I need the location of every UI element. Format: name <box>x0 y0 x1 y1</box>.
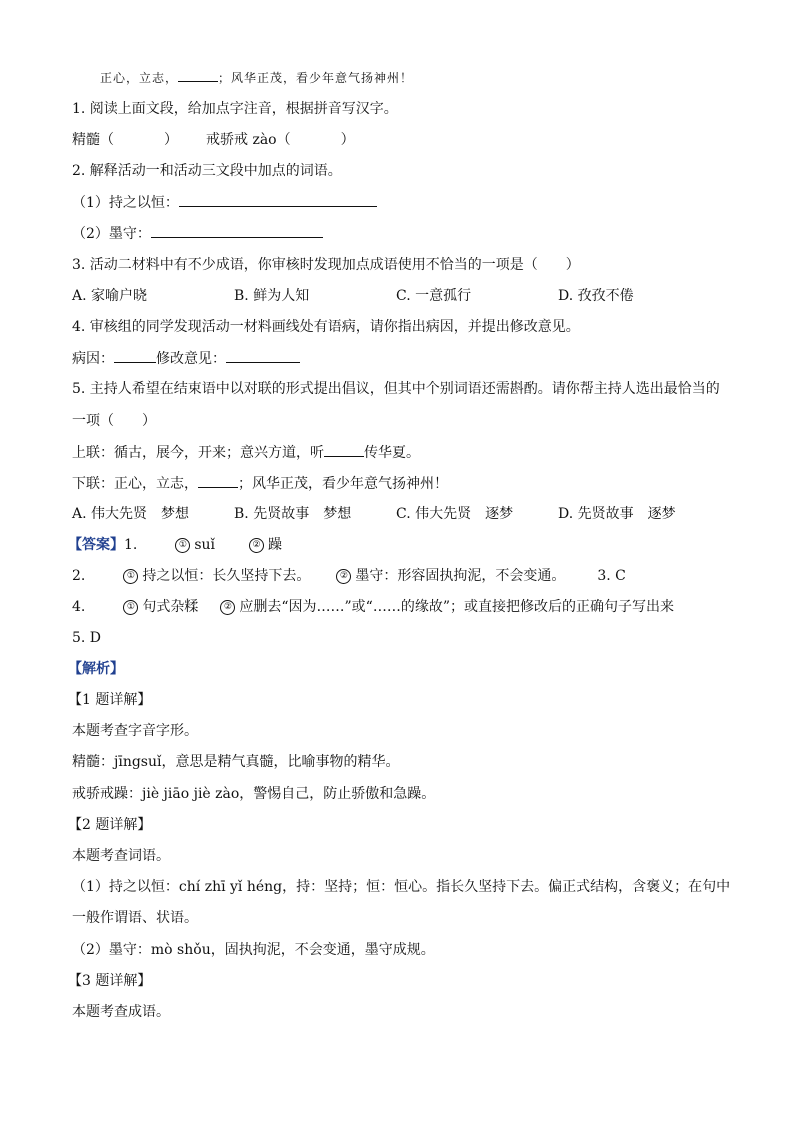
detail-2-line: 一般作谓语、状语。 <box>72 910 198 926</box>
answer-blank <box>324 442 364 457</box>
analysis-label: 【解析】 <box>68 661 124 677</box>
question-5-cont: 一项（ ） <box>72 413 156 429</box>
detail-2-line: （1）持之以恒：chí zhī yǐ héng，持：坚持；恒：恒心。指长久坚持下去。偏正式结构，含褒义；在句中 <box>72 879 731 895</box>
option-c: C. 伟大先贤 逐梦 <box>396 506 514 522</box>
option-b: B. 鲜为人知 <box>234 288 310 304</box>
detail-2-line: 本题考查词语。 <box>72 848 170 864</box>
option-d: D. 先贤故事 逐梦 <box>558 506 676 522</box>
detail-1-line: 精髓：jīngsuǐ，意思是精气真髓，比喻事物的精华。 <box>72 754 400 770</box>
detail-1-line: 戒骄戒躁：jiè jiāo jiè zào，警惕自己，防止骄傲和急躁。 <box>72 786 436 802</box>
answer-row-2: 2. ① 持之以恒：长久坚持下去。 ② 墨守：形容固执拘泥，不会变通。 3. C <box>72 568 626 584</box>
option-a: A. 家喻户晓 <box>72 288 148 304</box>
answer-row-5: 5. D <box>72 630 102 646</box>
question-3-options <box>72 286 634 306</box>
detail-2-heading: 【2 题详解】 <box>68 817 152 833</box>
answer-blank <box>151 223 323 238</box>
question-1: 1. 阅读上面文段，给加点字注音，根据拼音写汉字。 <box>72 101 398 117</box>
detail-2-line: （2）墨守：mò shǒu，固执拘泥，不会变通，墨守成规。 <box>72 942 435 958</box>
answer-row-4: 4. ① 句式杂糅 ② 应删去“因为……”或“……的缘故”；或直接把修改后的正确句子写出来 <box>72 599 674 615</box>
option-d: D. 孜孜不倦 <box>558 288 634 304</box>
question-4: 4. 审核组的同学发现活动一材料画线处有语病，请你指出病因，并提出修改意见。 <box>72 319 580 335</box>
answer-label: 【答案】 <box>68 537 124 553</box>
lower-couplet: 下联：正心，立志， ；风华正茂，看少年意气扬神州！ <box>72 473 448 494</box>
question-5: 5. 主持人希望在结束语中以对联的形式提出倡议，但其中个别词语还需斟酌。请你帮主持人选出最恰当的 <box>72 381 720 397</box>
answer-blank <box>226 348 300 363</box>
question-2: 2. 解释活动一和活动三文段中加点的词语。 <box>72 163 342 179</box>
question-3: 3. 活动二材料中有不少成语，你审核时发现加点成语使用不恰当的一项是（ ） <box>72 257 580 273</box>
answer-blank <box>179 192 377 207</box>
option-b: B. 先贤故事 梦想 <box>234 506 352 522</box>
answer-row-1: 【答案】1. ① suǐ ② 躁 <box>68 537 283 553</box>
answer-blank <box>114 348 156 363</box>
question-4-blanks: 病因： 修改意见： <box>72 348 300 369</box>
detail-1-heading: 【1 题详解】 <box>68 692 152 708</box>
detail-3-line: 本题考查成语。 <box>72 1004 170 1020</box>
upper-couplet: 上联：循古，展今，开来；意兴方道，听 传华夏。 <box>72 442 420 463</box>
detail-3-heading: 【3 题详解】 <box>68 973 152 989</box>
option-a: A. 伟大先贤 梦想 <box>72 506 190 522</box>
quote-line: 正心，立志， ；风华正茂，看少年意气扬神州！ <box>100 67 413 88</box>
answer-blank <box>198 473 238 488</box>
question-2-item-2: （2）墨守： <box>72 223 323 244</box>
blank <box>178 67 218 82</box>
question-5-options <box>72 504 676 524</box>
question-1-items: 精髓（ ） 戒骄戒 zào（ ） <box>72 132 355 148</box>
option-c: C. 一意孤行 <box>396 288 472 304</box>
detail-1-line: 本题考查字音字形。 <box>72 723 198 739</box>
question-2-item-1: （1）持之以恒： <box>72 192 377 213</box>
